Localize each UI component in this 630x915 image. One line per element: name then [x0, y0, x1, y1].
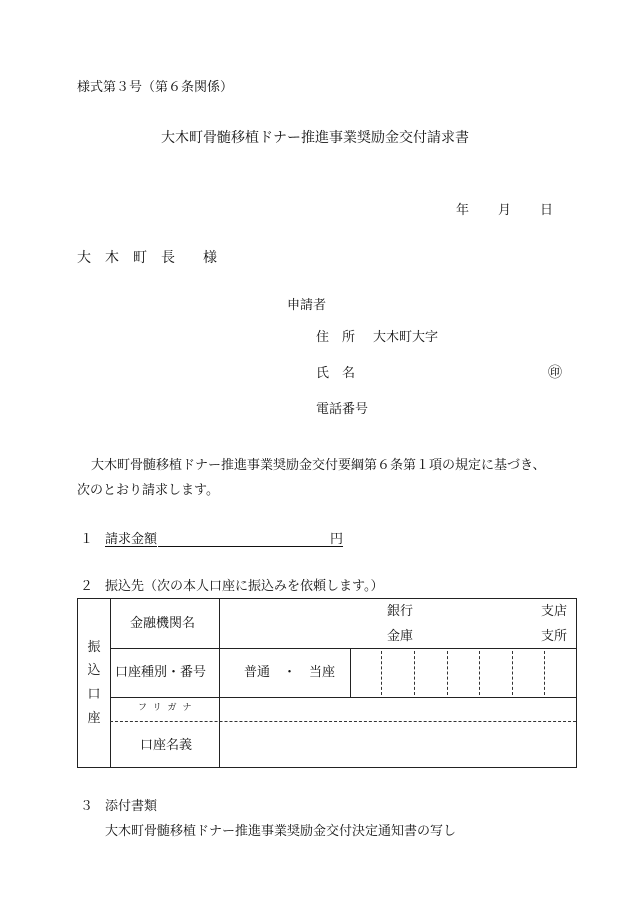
item1-amount-line: [158, 546, 330, 547]
date-day: 日: [540, 203, 554, 218]
branch-type-2: 支所: [541, 629, 568, 644]
date-month: 月: [498, 203, 512, 218]
address-label: 住 所: [316, 330, 356, 345]
body-text-line2: 次のとおり請求します。: [77, 483, 219, 498]
side-label-char-1: 振: [87, 640, 101, 655]
seal-mark: ㊞: [548, 365, 562, 381]
applicant-label: 申請者: [287, 298, 327, 313]
account-holder-label: 口座名義: [140, 738, 193, 753]
item2-label: 振込先（次の本人口座に振込みを依頼します。）: [105, 579, 384, 594]
side-label-char-3: 口: [87, 687, 101, 702]
item1-number: １: [80, 532, 94, 547]
table-divider-side: [110, 599, 111, 767]
account-type-options: 普通 ・ 当座: [244, 665, 336, 680]
document-title: 大木町骨髄移植ドナー推進事業奨励金交付請求書: [161, 130, 469, 146]
phone-label: 電話番号: [316, 402, 369, 417]
item1-label: 請求金額: [105, 532, 158, 547]
bank-type-2: 金庫: [387, 629, 414, 644]
item2-number: ２: [80, 579, 94, 594]
item3-label: 添付書類: [105, 799, 158, 814]
date-year: 年: [456, 203, 470, 218]
digit-separator-4: [479, 651, 480, 695]
address-value: 大木町大字: [373, 330, 439, 345]
digit-separator-1: [381, 651, 382, 695]
addressee: 大 木 町 長 様: [77, 250, 217, 266]
bank-name-label: 金融機関名: [130, 616, 196, 631]
account-type-number-label: 口座種別・番号: [115, 665, 207, 680]
digit-separator-5: [512, 651, 513, 695]
table-divider-label: [219, 599, 220, 767]
table-divider-type: [350, 648, 351, 697]
bank-account-table: [77, 598, 577, 768]
digit-separator-2: [414, 651, 415, 695]
digit-separator-3: [447, 651, 448, 695]
table-row-divider-2: [110, 697, 576, 698]
item1-unit: 円: [330, 532, 344, 547]
side-label-char-2: 込: [87, 663, 101, 678]
table-row-divider-1: [110, 648, 576, 649]
digit-separator-6: [544, 651, 545, 695]
table-furigana-divider: [110, 721, 576, 722]
bank-type-1: 銀行: [387, 604, 414, 619]
form-number: 様式第３号（第６条関係）: [77, 80, 234, 95]
item3-content: 大木町骨髄移植ドナー推進事業奨励金交付決定通知書の写し: [105, 824, 457, 839]
furigana-label: フリガナ: [138, 703, 198, 713]
side-label-char-4: 座: [87, 711, 101, 726]
body-text-line1: 大木町骨髄移植ドナー推進事業奨励金交付要綱第６条第１項の規定に基づき、: [91, 458, 546, 473]
name-label: 氏 名: [316, 366, 356, 381]
item3-number: ３: [80, 799, 94, 814]
branch-type-1: 支店: [541, 604, 568, 619]
